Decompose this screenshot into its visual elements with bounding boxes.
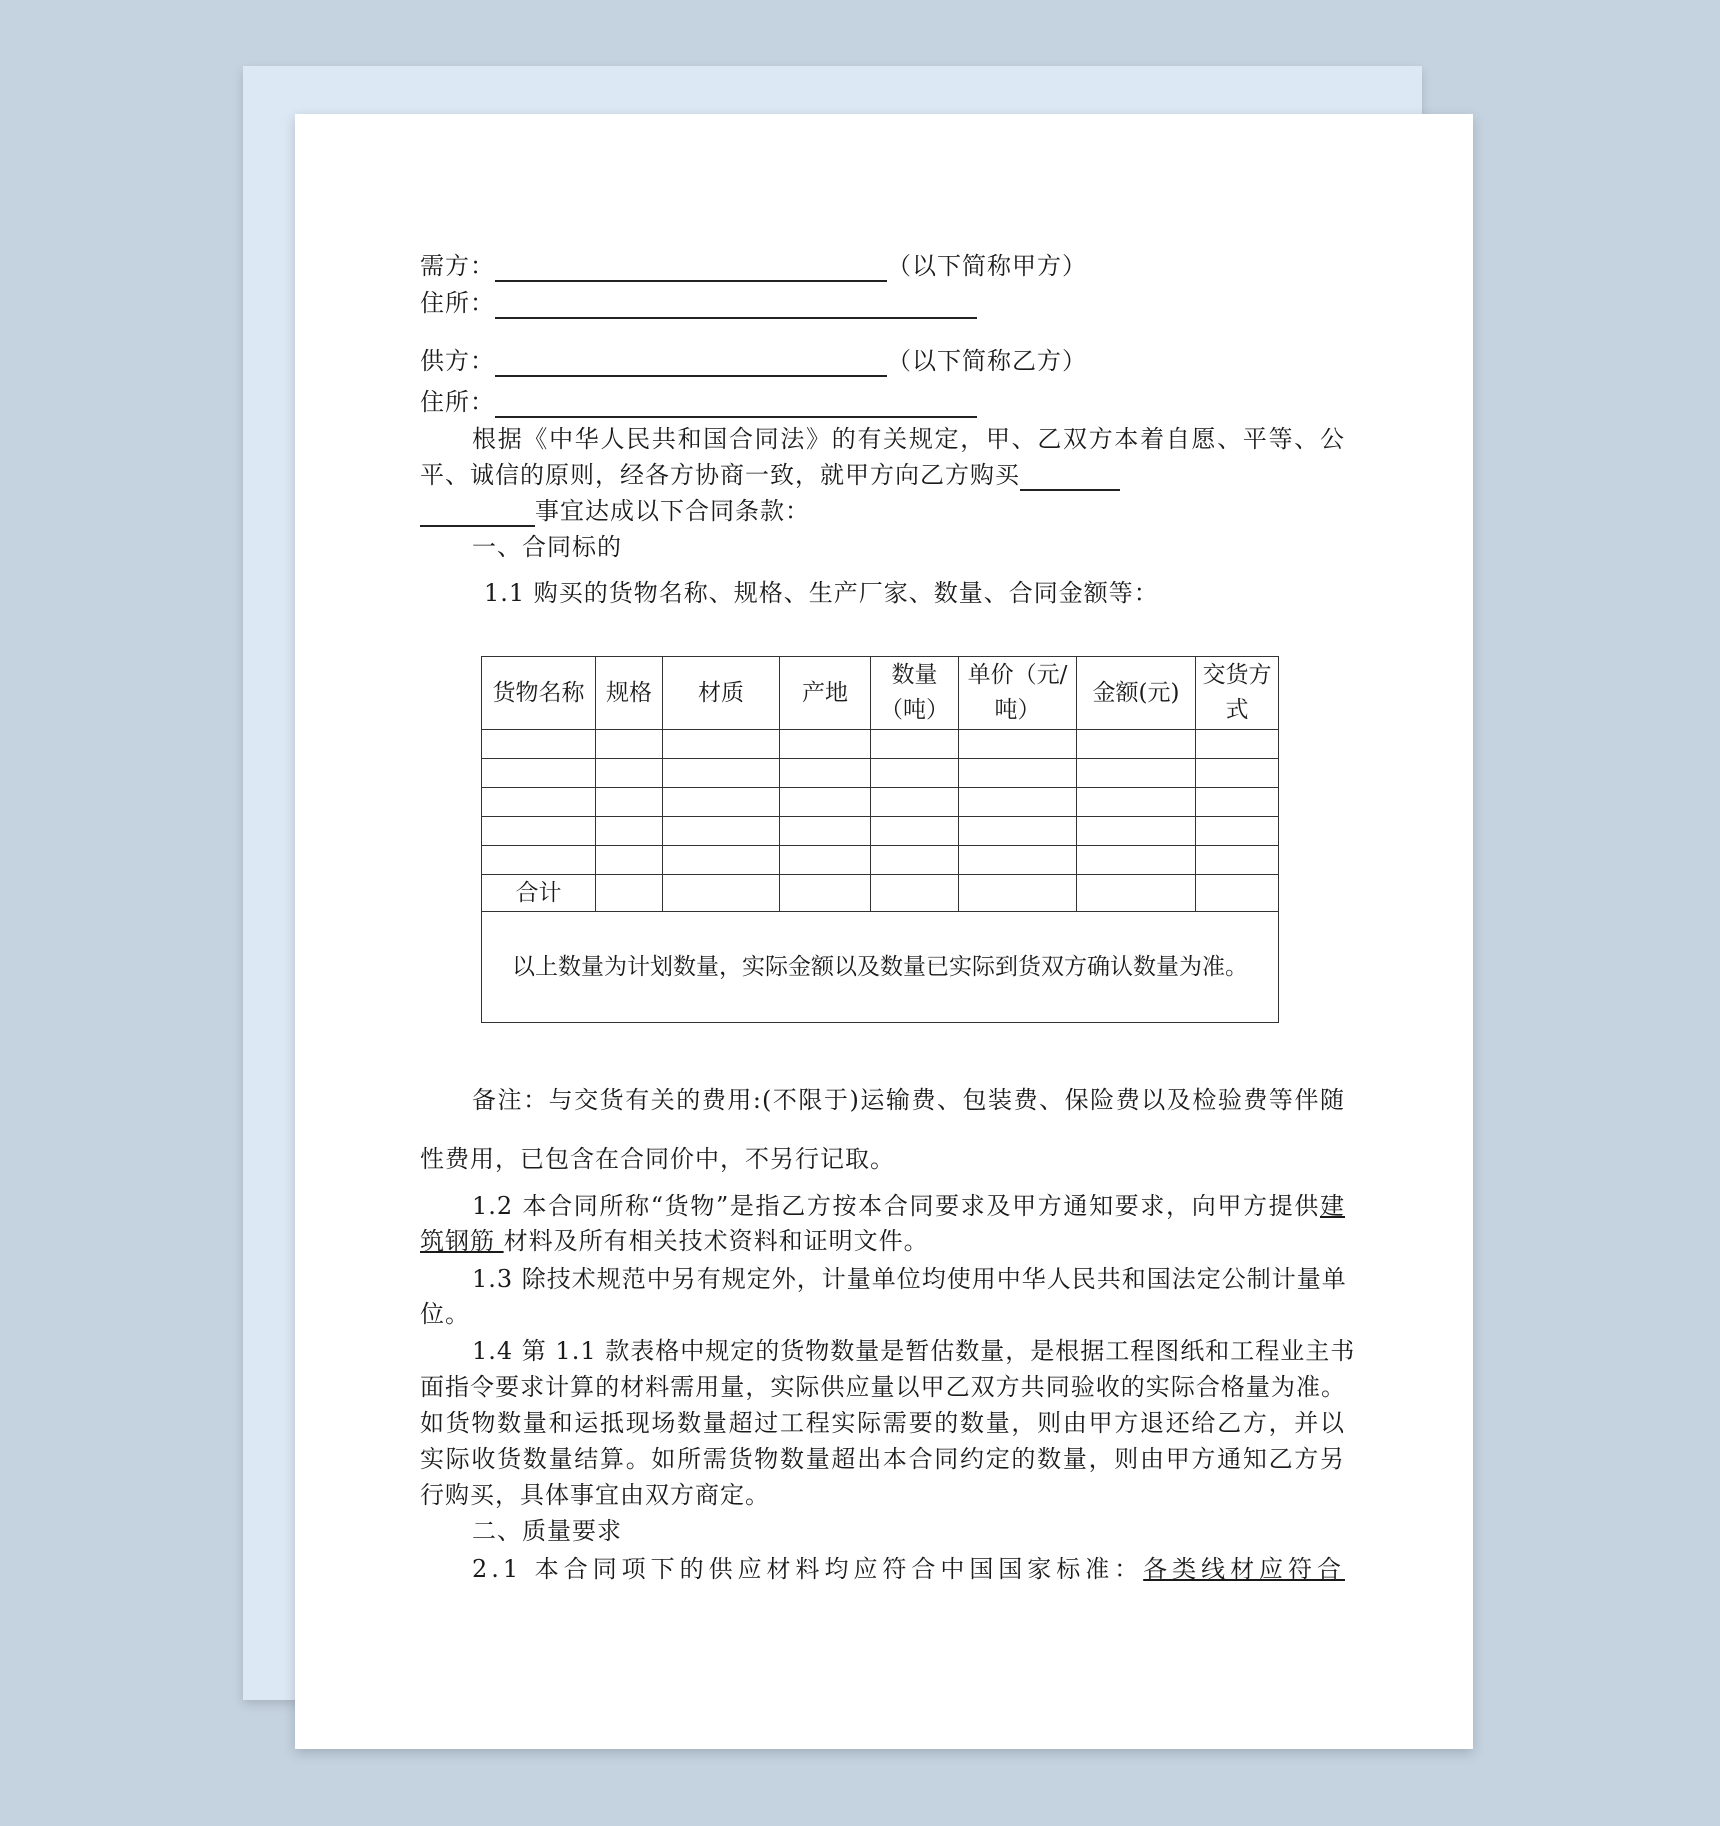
clause-1-4-line-4: 实际收货数量结算。如所需货物数量超出本合同约定的数量，则由甲方通知乙方另 xyxy=(420,1445,1345,1473)
cell[interactable] xyxy=(482,730,596,759)
cell[interactable] xyxy=(1196,817,1279,846)
remarks-line-1: 备注：与交货有关的费用:(不限于)运输费、包装费、保险费以及检验费等伴随 xyxy=(472,1086,1345,1114)
col-header: 数量（吨） xyxy=(871,657,959,730)
cell[interactable] xyxy=(780,846,871,875)
col-header: 单价（元/吨） xyxy=(959,657,1077,730)
seller-label: 供方： xyxy=(420,347,495,375)
intro-line-3 xyxy=(420,493,1345,529)
table-note: 以上数量为计划数量，实际金额以及数量已实际到货双方确认数量为准。 xyxy=(482,912,1279,1023)
buyer-label: 需方： xyxy=(420,252,495,280)
table-row xyxy=(482,817,1279,846)
clause-1-1: 1.1 购买的货物名称、规格、生产厂家、数量、合同金额等： xyxy=(484,579,1159,607)
intro-line-2 xyxy=(420,457,1345,493)
buyer-suffix: （以下简称甲方） xyxy=(887,252,1087,280)
cell[interactable] xyxy=(1196,846,1279,875)
seller-line xyxy=(420,343,1345,379)
intro-line-1: 根据《中华人民共和国合同法》的有关规定，甲、乙双方本着自愿、平等、公 xyxy=(472,425,1345,453)
cell[interactable] xyxy=(596,788,663,817)
clause-1-4-line-3: 如货物数量和运抵现场数量超过工程实际需要的数量，则由甲方退还给乙方，并以 xyxy=(420,1409,1345,1437)
buyer-line xyxy=(420,248,1345,284)
buyer-address-blank[interactable] xyxy=(495,291,977,319)
cell[interactable] xyxy=(871,730,959,759)
cell[interactable] xyxy=(596,875,663,912)
cell[interactable] xyxy=(959,846,1077,875)
cell[interactable] xyxy=(663,788,780,817)
cell[interactable] xyxy=(780,759,871,788)
cell[interactable] xyxy=(871,846,959,875)
clause-text: 1.2 本合同所称“货物”是指乙方按本合同要求及甲方通知要求，向甲方提供 xyxy=(472,1192,1320,1220)
clause-text: 材料及所有相关技术资料和证明文件。 xyxy=(503,1227,929,1255)
cell[interactable] xyxy=(596,846,663,875)
clause-1-4-line-1: 1.4 第 1.1 款表格中规定的货物数量是暂估数量，是根据工程图纸和工程业主书 xyxy=(472,1337,1356,1365)
cell[interactable] xyxy=(780,817,871,846)
seller-blank[interactable] xyxy=(495,349,887,377)
cell[interactable] xyxy=(959,875,1077,912)
cell[interactable] xyxy=(596,730,663,759)
underlined-text: 筑钢筋 xyxy=(420,1227,504,1255)
cell[interactable] xyxy=(482,788,596,817)
cell[interactable] xyxy=(663,759,780,788)
col-header: 材质 xyxy=(663,657,780,730)
cell[interactable] xyxy=(1077,875,1196,912)
cell[interactable] xyxy=(959,788,1077,817)
cell[interactable] xyxy=(663,730,780,759)
table-row xyxy=(482,759,1279,788)
seller-suffix: （以下简称乙方） xyxy=(887,347,1087,375)
document-page xyxy=(295,114,1473,1749)
total-label: 合计 xyxy=(482,875,596,912)
table-row xyxy=(482,788,1279,817)
col-header: 金额(元) xyxy=(1077,657,1196,730)
col-header: 交货方式 xyxy=(1196,657,1279,730)
cell[interactable] xyxy=(596,817,663,846)
cell[interactable] xyxy=(959,817,1077,846)
seller-address-label: 住所： xyxy=(420,388,495,416)
cell[interactable] xyxy=(780,788,871,817)
table-header-row xyxy=(482,657,1279,730)
clause-1-3-line-1: 1.3 除技术规范中另有规定外，计量单位均使用中华人民共和国法定公制计量单 xyxy=(472,1265,1347,1293)
cell[interactable] xyxy=(663,846,780,875)
cell[interactable] xyxy=(482,846,596,875)
section-1-title: 一、合同标的 xyxy=(472,533,622,561)
intro-text-3: 事宜达成以下合同条款： xyxy=(535,497,810,525)
buyer-blank[interactable] xyxy=(495,254,887,282)
cell[interactable] xyxy=(871,817,959,846)
cell[interactable] xyxy=(959,730,1077,759)
cell[interactable] xyxy=(663,817,780,846)
cell[interactable] xyxy=(1196,788,1279,817)
cell[interactable] xyxy=(1077,846,1196,875)
cell[interactable] xyxy=(1196,875,1279,912)
clause-1-3-line-2: 位。 xyxy=(420,1300,470,1328)
underlined-text: 建 xyxy=(1320,1192,1345,1220)
cell[interactable] xyxy=(663,875,780,912)
cell[interactable] xyxy=(871,759,959,788)
cell[interactable] xyxy=(1196,730,1279,759)
cell[interactable] xyxy=(780,730,871,759)
clause-1-2-line-1 xyxy=(472,1188,1345,1224)
section-2-title: 二、质量要求 xyxy=(472,1517,622,1545)
cell[interactable] xyxy=(596,759,663,788)
cell[interactable] xyxy=(780,875,871,912)
goods-table xyxy=(481,656,1279,1023)
cell[interactable] xyxy=(1196,759,1279,788)
cell[interactable] xyxy=(871,875,959,912)
seller-address-line xyxy=(420,384,1345,420)
seller-address-blank[interactable] xyxy=(495,390,977,418)
clause-1-2-line-2 xyxy=(420,1223,1345,1259)
buyer-address-label: 住所： xyxy=(420,289,495,317)
clause-1-4-line-2: 面指令要求计算的材料需用量，实际供应量以甲乙双方共同验收的实际合格量为准。 xyxy=(420,1373,1345,1401)
cell[interactable] xyxy=(871,788,959,817)
purchase-blank[interactable] xyxy=(1020,463,1120,491)
note-row xyxy=(482,912,1279,1023)
remarks-line-2: 性费用，已包含在合同价中，不另行记取。 xyxy=(420,1145,895,1173)
col-header: 产地 xyxy=(780,657,871,730)
cell[interactable] xyxy=(959,759,1077,788)
cell[interactable] xyxy=(1077,759,1196,788)
cell[interactable] xyxy=(482,759,596,788)
clause-1-4-line-5: 行购买，具体事宜由双方商定。 xyxy=(420,1481,770,1509)
cell[interactable] xyxy=(1077,730,1196,759)
buyer-address-line xyxy=(420,285,1345,321)
col-header: 货物名称 xyxy=(482,657,596,730)
cell[interactable] xyxy=(1077,817,1196,846)
col-header: 规格 xyxy=(596,657,663,730)
table-row xyxy=(482,846,1279,875)
underlined-text: 各类线材应符合 xyxy=(1143,1555,1346,1583)
clause-text: 2.1 本合同项下的供应材料均应符合中国国家标准： xyxy=(472,1555,1144,1583)
table-row xyxy=(482,730,1279,759)
total-row xyxy=(482,875,1279,912)
clause-2-1 xyxy=(472,1551,1345,1587)
purchase-blank-2[interactable] xyxy=(420,499,535,527)
cell[interactable] xyxy=(482,817,596,846)
intro-text-2: 平、诚信的原则，经各方协商一致，就甲方向乙方购买 xyxy=(420,461,1020,489)
cell[interactable] xyxy=(1077,788,1196,817)
